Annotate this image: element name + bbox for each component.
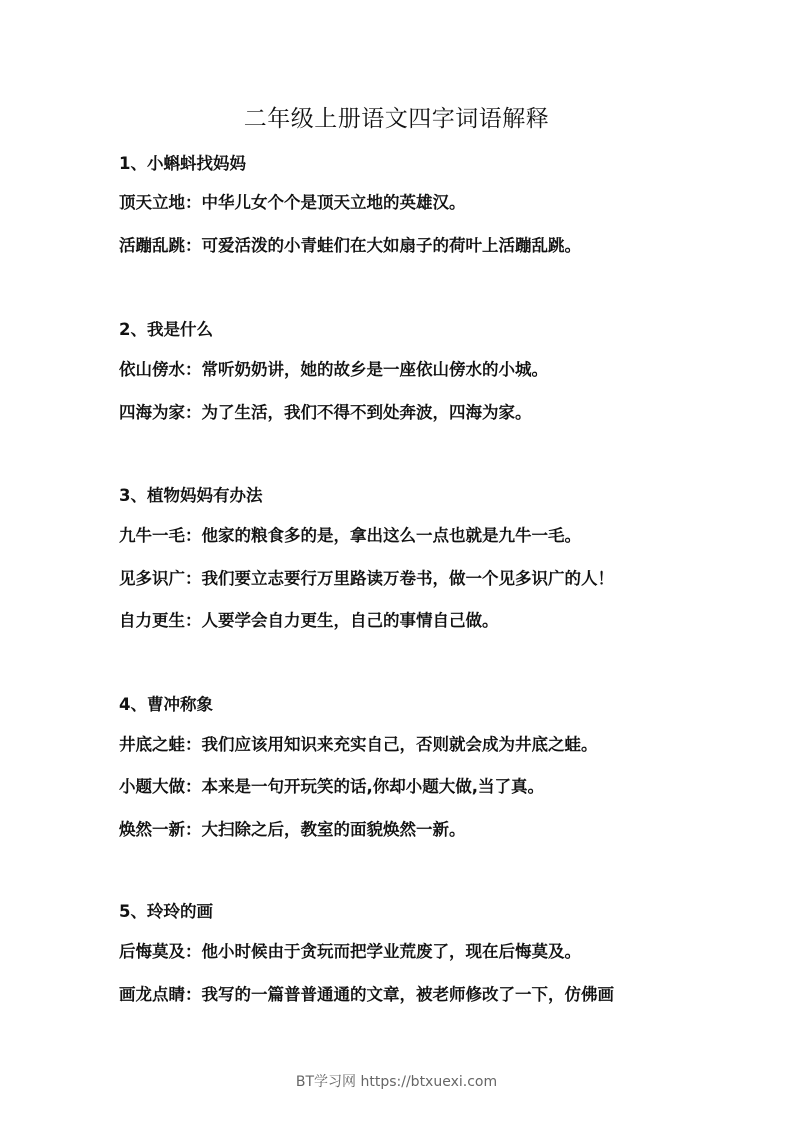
entry: 后悔莫及：他小时候由于贪玩而把学业荒废了，现在后悔莫及。 (119, 942, 581, 961)
section-heading-3: 3、植物妈妈有办法 (119, 486, 263, 505)
section-heading-1: 1、小蝌蚪找妈妈 (119, 154, 246, 173)
entry: 活蹦乱跳：可爱活泼的小青蛙们在大如扇子的荷叶上活蹦乱跳。 (119, 236, 581, 255)
entry: 见多识广：我们要立志要行万里路读万卷书，做一个见多识广的人！ (119, 569, 614, 588)
entry: 自力更生：人要学会自力更生，自己的事情自己做。 (119, 611, 499, 630)
entry: 依山傍水：常听奶奶讲，她的故乡是一座依山傍水的小城。 (119, 360, 548, 379)
footer-watermark: BT学习网 https://btxuexi.com (295, 1074, 498, 1090)
section-heading-5: 5、玲玲的画 (119, 902, 213, 921)
section-heading-2: 2、我是什么 (119, 320, 213, 339)
entry: 画龙点睛：我写的一篇普普通通的文章，被老师修改了一下，仿佛画 (119, 985, 614, 1004)
entry: 焕然一新：大扫除之后，教室的面貌焕然一新。 (119, 820, 466, 839)
section-heading-4: 4、曹冲称象 (119, 695, 213, 714)
entry: 四海为家：为了生活，我们不得不到处奔波，四海为家。 (119, 403, 532, 422)
entry: 小题大做：本来是一句开玩笑的话,你却小题大做,当了真。 (119, 777, 545, 796)
entry: 井底之蛙：我们应该用知识来充实自己，否则就会成为井底之蛙。 (119, 735, 598, 754)
entry: 顶天立地：中华儿女个个是顶天立地的英雄汉。 (119, 193, 466, 212)
document-title: 二年级上册语文四字词语解释 (243, 106, 550, 132)
entry: 九牛一毛：他家的粮食多的是，拿出这么一点也就是九牛一毛。 (119, 526, 581, 545)
